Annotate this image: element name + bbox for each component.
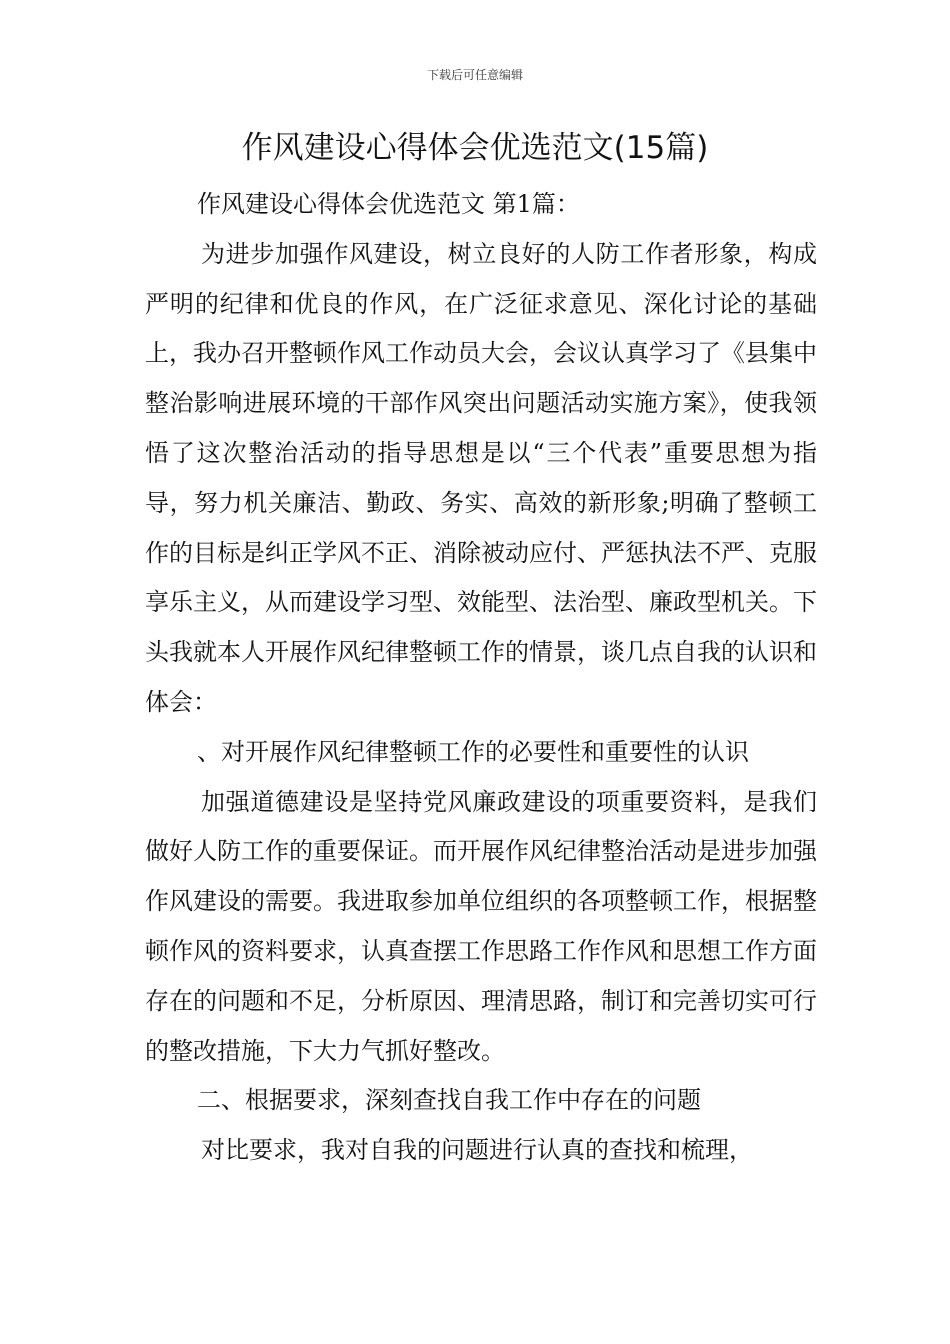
document-body: [145, 180, 817, 1176]
section-subtitle: 作风建设心得体会优选范文 第1篇：: [197, 190, 580, 218]
document-title: 作风建设心得体会优选范文(15篇): [241, 130, 709, 166]
paragraph-3: 对比要求，我对自我的问题进行认真的查找和梳理，: [201, 1136, 753, 1165]
section-heading-1: 、对开展作风纪律整顿工作的必要性和重要性的认识: [197, 737, 749, 766]
paragraph-2: 加强道德建设是坚持党风廉政建设的项重要资料，是我们做好人防工作的重要保证。而开展作风纪律整治活动是进步加强作风建设的需要。我进取参加单位组织的各项整顿工作，根据整顿作风的资料要求，认真查摆工作思路工作作风和思想工作方面存在的问题和不足，分析原因、理清思路，制订和完善切实可行的整改措施，下大力气抓好整改。: [145, 787, 817, 1065]
header-note: 下载后可任意编辑: [426, 68, 523, 82]
section-heading-2: 二、根据要求，深刻查找自我工作中存在的问题: [197, 1086, 701, 1115]
paragraph-1: 为进步加强作风建设，树立良好的人防工作者形象，构成严明的纪律和优良的作风，在广泛征求意见、深化讨论的基础上，我办召开整顿作风工作动员大会，会议认真学习了《县集中整治影响进展环境的干部作风突出问题活动实施方案》，使我领悟了这次整治活动的指导思想是以“三个代表”重要思想为指导，努力机关廉洁、勤政、务实、高效的新形象;明确了整顿工作的目标是纠正学风不正、消除被动应付、严惩执法不严、克服享乐主义，从而建设学习型、效能型、法治型、廉政型机关。下头我就本人开展作风纪律整顿工作的情景，谈几点自我的认识和体会：: [145, 239, 817, 716]
